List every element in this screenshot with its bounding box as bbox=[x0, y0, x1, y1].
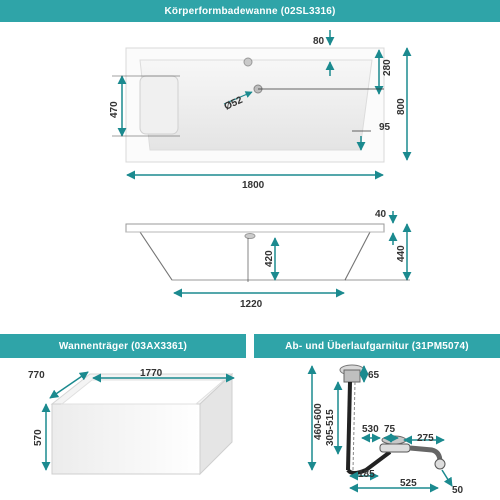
dim-65: 65 bbox=[368, 370, 380, 381]
bathtub-plan-view bbox=[126, 48, 384, 162]
dim-420: 420 bbox=[264, 250, 275, 267]
dim-80: 80 bbox=[313, 36, 325, 47]
overflow-section-icon bbox=[245, 234, 255, 239]
dim-275: 275 bbox=[417, 433, 434, 444]
dim-1800: 1800 bbox=[242, 180, 265, 191]
dim-diameter: Ø52 bbox=[222, 94, 245, 113]
dim-185: 185 bbox=[358, 469, 375, 480]
dim-1770: 1770 bbox=[140, 368, 163, 379]
dim-440: 440 bbox=[396, 245, 407, 262]
dim-770: 770 bbox=[28, 370, 45, 381]
drain-assembly-drawing bbox=[340, 365, 445, 473]
dim-75: 75 bbox=[384, 424, 396, 435]
dim-280: 280 bbox=[382, 59, 393, 76]
headrest bbox=[140, 76, 178, 134]
bathtub-section-view bbox=[126, 224, 384, 280]
dim-460-600: 460-600 bbox=[313, 403, 324, 440]
dim-530: 530 bbox=[362, 424, 379, 435]
dim-95: 95 bbox=[379, 122, 391, 133]
dim-50: 50 bbox=[452, 485, 464, 496]
drain-dimensions bbox=[312, 366, 464, 496]
dim-570: 570 bbox=[33, 429, 44, 446]
dim-470: 470 bbox=[109, 101, 120, 118]
dim-525: 525 bbox=[400, 478, 417, 489]
dim-40: 40 bbox=[375, 209, 387, 220]
overflow-icon bbox=[244, 58, 252, 66]
tub-support-drawing bbox=[52, 374, 232, 474]
dim-800: 800 bbox=[396, 98, 407, 115]
dim-305-515: 305-515 bbox=[325, 409, 336, 446]
support-title: Wannenträger (03AX3361) bbox=[58, 340, 188, 352]
drain-title: Ab- und Überlaufgarnitur (31PM5074) bbox=[285, 340, 469, 352]
dim-1220: 1220 bbox=[240, 299, 263, 310]
bathtub-title: Körperformbadewanne (02SL3316) bbox=[164, 5, 336, 17]
